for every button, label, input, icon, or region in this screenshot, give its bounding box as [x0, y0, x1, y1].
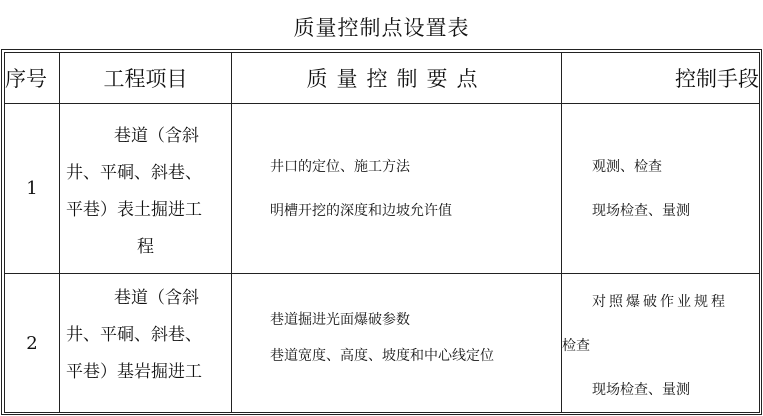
quality-control-table	[4, 52, 760, 413]
points-cell	[232, 274, 562, 413]
item-line: 程	[137, 236, 154, 257]
item-line: 井、平硐、斜巷、	[66, 162, 202, 183]
means-cell	[562, 104, 760, 274]
control-means: 现场检查、量测	[592, 202, 690, 219]
control-means: 观测、检查	[592, 158, 662, 175]
document-title: 质量控制点设置表	[293, 16, 470, 40]
item-line: 平巷）基岩掘进工	[66, 362, 202, 382]
row-number: 1	[5, 104, 60, 274]
item-line: 巷道（含斜	[114, 125, 199, 146]
header-no: 序号	[5, 53, 60, 104]
header-item: 工程项目	[60, 53, 232, 104]
table-row	[5, 104, 760, 274]
row-number: 2	[5, 274, 60, 413]
means-cell	[562, 274, 760, 413]
points-cell	[232, 104, 562, 274]
item-cell	[60, 274, 232, 413]
item-line: 巷道（含斜	[114, 288, 199, 308]
control-point: 明槽开挖的深度和边坡允许值	[270, 202, 452, 219]
item-line: 平巷）表土掘进工	[66, 199, 202, 220]
table-row	[5, 274, 760, 413]
item-line: 井、平硐、斜巷、	[66, 325, 202, 345]
control-point: 巷道掘进光面爆破参数	[270, 312, 410, 328]
control-means: 现场检查、量测	[592, 382, 690, 398]
item-cell	[60, 104, 232, 274]
control-point: 巷道宽度、高度、坡度和中心线定位	[270, 348, 494, 364]
table-header-row	[5, 53, 760, 104]
header-points: 质量控制要点	[232, 53, 562, 104]
control-means: 对照爆破作业规程	[592, 294, 728, 310]
header-means: 控制手段	[562, 53, 760, 104]
control-point: 井口的定位、施工方法	[270, 158, 410, 175]
control-means: 检查	[562, 338, 590, 354]
